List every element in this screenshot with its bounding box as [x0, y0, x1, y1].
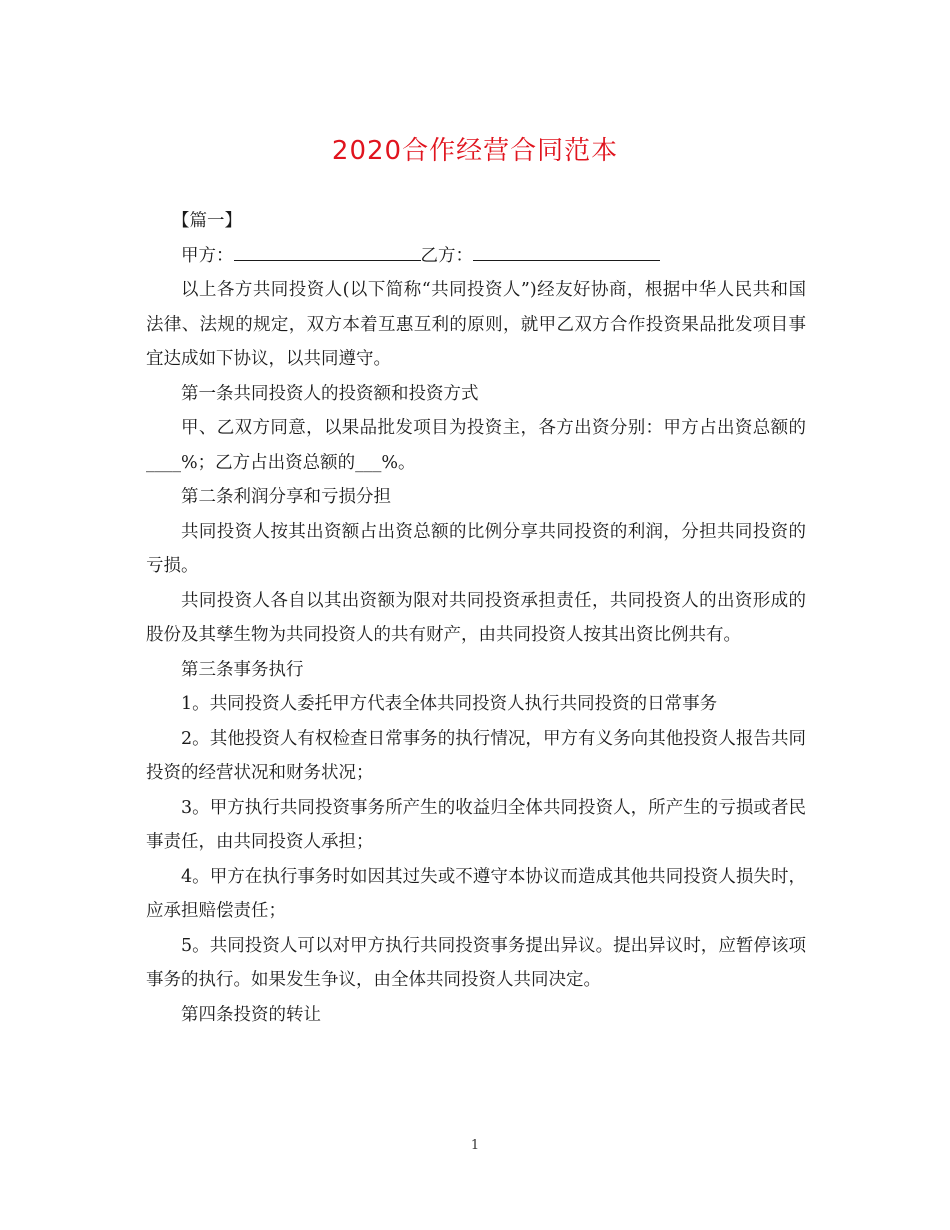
- list-item: 1。共同投资人委托甲方代表全体共同投资人执行共同投资的日常事务: [181, 694, 718, 714]
- party-b-blank: [473, 240, 660, 261]
- paragraph: 甲、乙双方同意，以果品批发项目为投资主，各方出资分别：甲方占出资总额的____%；乙方占出资总额的___%。: [146, 418, 806, 473]
- section-label: 【篇一】: [172, 211, 242, 231]
- paragraph: 共同投资人各自以其出资额为限对共同投资承担责任，共同投资人的出资形成的股份及其孳生物为共同投资人的共有财产，由共同投资人按其出资比例共有。: [146, 590, 806, 645]
- list-item: 4。甲方在执行事务时如因其过失或不遵守本协议而造成其他共同投资人损失时，应承担赔偿责任；: [146, 866, 806, 921]
- article-heading: 第二条利润分享和亏损分担: [181, 487, 391, 507]
- party-a-blank: [234, 240, 421, 261]
- page-title: 2020合作经营合同范本: [331, 136, 619, 166]
- party-a-label: 甲方：: [181, 245, 234, 266]
- paragraph: 以上各方共同投资人(以下简称“共同投资人”)经友好协商，根据中华人民共和国法律、法规的规定，双方本着互惠互利的原则，就甲乙双方合作投资果品批发项目事宜达成如下协议，以共同遵守。: [146, 280, 806, 369]
- article-heading: 第一条共同投资人的投资额和投资方式: [181, 383, 479, 404]
- party-b-label: 乙方：: [420, 245, 473, 266]
- list-item: 2。其他投资人有权检查日常事务的执行情况，甲方有义务向其他投资人报告共同投资的经营状况和财务状况；: [146, 728, 806, 783]
- article-heading: 第三条事务执行: [181, 659, 304, 680]
- document-body: [146, 204, 806, 1032]
- page-number: 1: [470, 1138, 480, 1153]
- paragraph: 共同投资人按其出资额占出资总额的比例分享共同投资的利润，分担共同投资的亏损。: [146, 521, 806, 576]
- list-item: 3。甲方执行共同投资事务所产生的收益归全体共同投资人，所产生的亏损或者民事责任，由共同投资人承担；: [146, 797, 806, 852]
- article-heading: 第四条投资的转让: [181, 1004, 321, 1025]
- list-item: 5。共同投资人可以对甲方执行共同投资事务提出异议。提出异议时，应暂停该项事务的执行。如果发生争议，由全体共同投资人共同决定。: [146, 935, 806, 990]
- party-line: [146, 239, 806, 274]
